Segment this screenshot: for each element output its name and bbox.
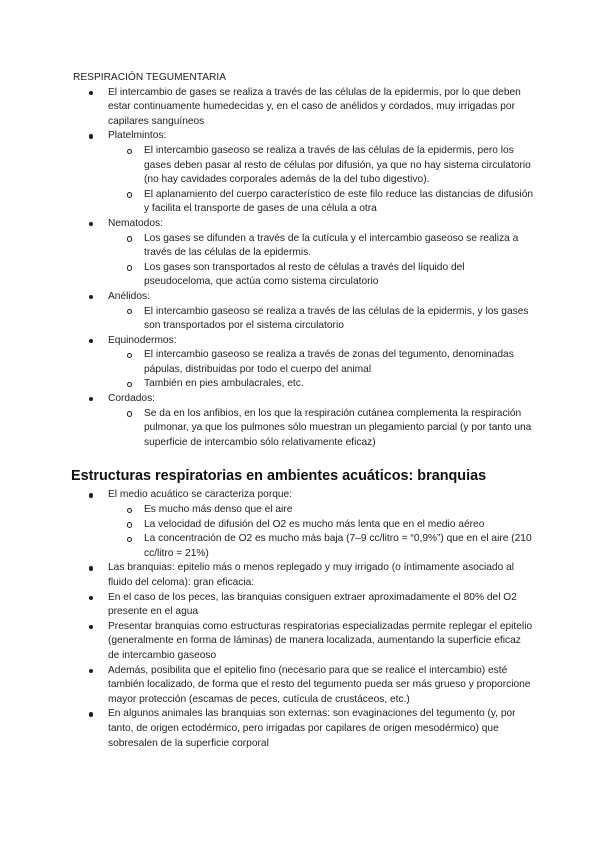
sublist-item: La concentración de O2 es mucho más baja (7–9 cc/litro = “0,9%”) que en el aire (210 cc/litro = 21%) <box>108 532 534 561</box>
section-heading-branquias: Estructuras respiratorias en ambientes acuáticos: branquias <box>71 468 487 485</box>
sublist-item: El intercambio gaseoso se realiza a través de las células de la epidermis, y los gases son transportados por el sistema circulatorio <box>108 305 534 334</box>
list-item <box>73 591 534 620</box>
sublist-item: El intercambio gaseoso se realiza a través de zonas del tegumento, denominadas pápulas, distribuidas por todo el cuerpo del animal <box>108 348 534 377</box>
sublist <box>108 503 534 561</box>
list-item <box>73 707 534 751</box>
sublist <box>108 407 534 451</box>
sublist <box>108 144 534 217</box>
list-item-text: Las branquias: epitelio más o menos replegado y muy irrigado (o íntimamente asociado al fluido del celoma): gran eficacia: <box>108 562 515 588</box>
sublist <box>108 305 534 334</box>
list-item <box>73 86 534 130</box>
sublist-item: Es mucho más denso que el aire <box>108 503 534 518</box>
sublist <box>108 232 534 290</box>
list-item <box>73 217 534 290</box>
list-item <box>73 392 534 450</box>
list-item-text: Además, posibilita que el epitelio fino (necesario para que se realice el intercambio) esté también localizado, de forma que el resto del tegumento pueda ser más grueso y proporcione mayor protección (escamas de peces, cutícula de crustáceos, etc.) <box>108 664 531 705</box>
sublist-item: También en pies ambulacrales, etc. <box>108 377 534 392</box>
list-item <box>73 664 534 708</box>
list-item-text: En el caso de los peces, las branquias consiguen extraer aproximadamente el 80% del O2 presente en el agua <box>108 591 517 618</box>
list-item-text: El intercambio de gases se realiza a través de las células de la epidermis, por lo que deben estar continuamente humedecidas y, en el caso de anélidos y cordados, muy irrigadas por capilares sanguíneos <box>108 86 521 127</box>
list-item <box>73 620 534 664</box>
list-item-text: Platelmintos: <box>108 130 167 142</box>
section-title-respiracion-tegumentaria: RESPIRACIÓN TEGUMENTARIA <box>73 72 227 83</box>
list-item-text: El medio acuático se caracteriza porque: <box>108 489 293 501</box>
list-item <box>73 488 534 561</box>
sublist <box>108 348 534 392</box>
sublist-item: El intercambio gaseoso se realiza a través de las células de la epidermis, pero los gases deben pasar al resto de células por difusión, ya que no hay sistema circulatorio (no hay cavidades corporales además de la del tubo digestivo). <box>108 144 534 188</box>
list-item-text: Nematodos: <box>108 217 163 229</box>
list-item-text: Equinodermos: <box>108 334 177 346</box>
sublist-item: Los gases son transportados al resto de células a través del líquido del pseudoceloma, que actúa como sistema circulatorio <box>108 261 534 290</box>
list-item <box>73 129 534 217</box>
sublist-item: Se da en los anfibios, en los que la respiración cutánea complementa la respiración pulmonar, ya que los pulmones sólo muestran un plegamiento parcial (y por tanto una superficie de intercambio sólo relativamente eficaz) <box>108 407 534 451</box>
list-item-text: Presentar branquias como estructuras respiratorias especializadas permite replegar el epitelio (generalmente en forma de láminas) de manera localizada, aumentando la superficie eficaz de intercambio gaseoso <box>108 620 533 661</box>
sublist-item: Los gases se difunden a través de la cutícula y el intercambio gaseoso se realiza a través de las células de la epidermis. <box>108 232 534 261</box>
list-item-text: En algunos animales las branquias son externas: son evaginaciones del tegumento (y, por tanto, de origen ectodérmico, pero irrigadas por capilares de origen mesodérmico) que sobresalen de la superficie corporal <box>108 708 516 749</box>
list-item <box>73 561 534 590</box>
respiracion-tegumentaria-list <box>73 86 534 451</box>
sublist-item: La velocidad de difusión del O2 es mucho más lenta que en el medio aéreo <box>108 518 534 533</box>
list-item-text: Cordados: <box>108 393 156 405</box>
list-item <box>73 334 534 392</box>
list-item-text: Anélidos: <box>108 290 150 302</box>
sublist-item: El aplanamiento del cuerpo característico de este filo reduce las distancias de difusión y facilita el transporte de gases de una célula a otra <box>108 188 534 217</box>
branquias-list <box>73 488 534 751</box>
list-item <box>73 290 534 334</box>
